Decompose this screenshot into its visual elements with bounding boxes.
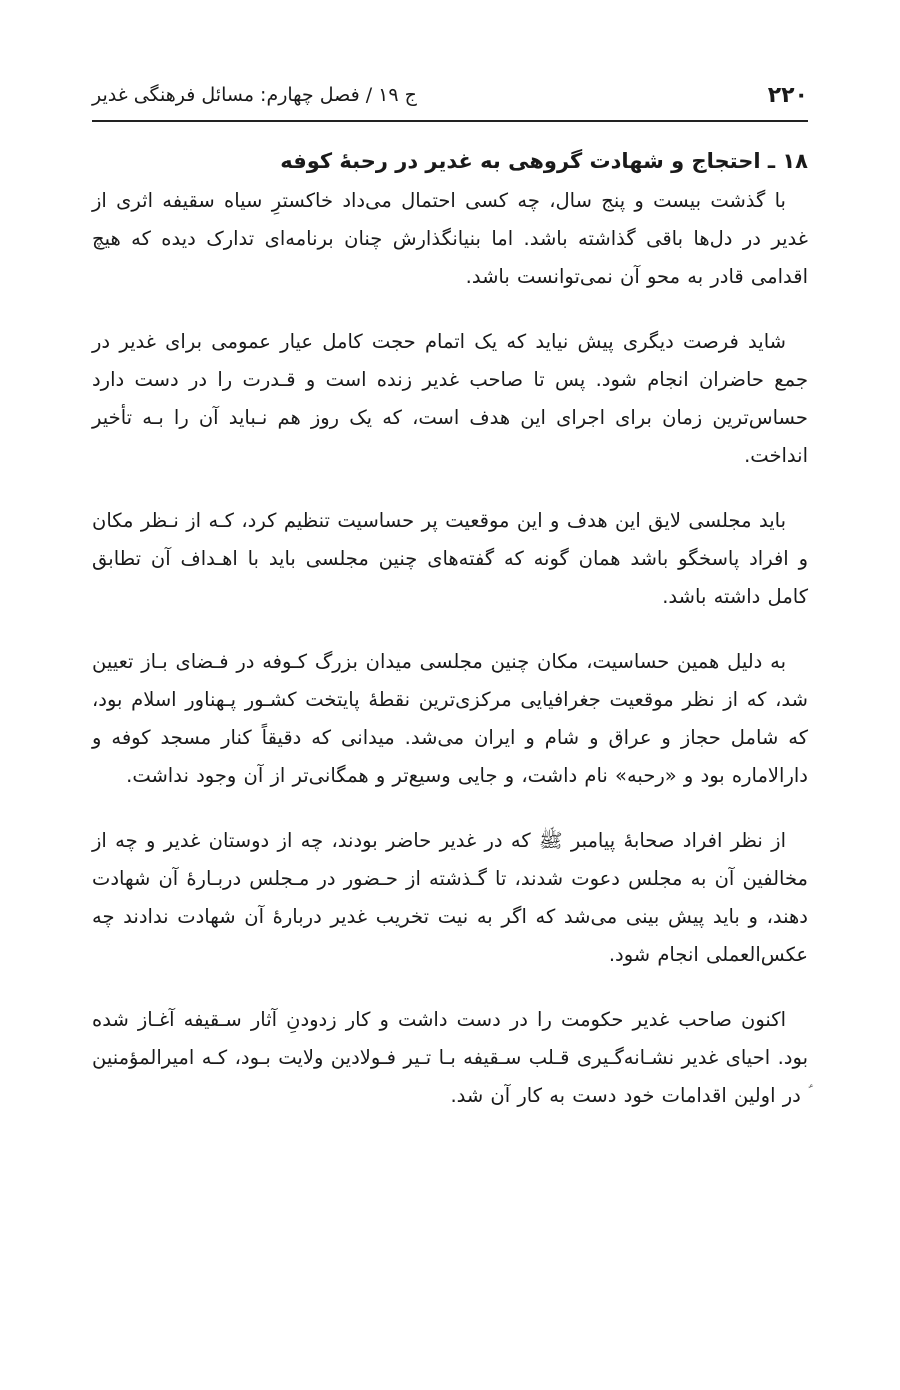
page-number: ۲۲۰ bbox=[767, 82, 808, 108]
header-rule bbox=[92, 120, 808, 122]
paragraph-3: باید مجلسی لایق این هدف و این موقعیت پر حساسیت تنظیم کرد، کـه از نـظر مکان و افراد پاسخگو باشد همان گونه که گفته‌های چنین مجلسی باید با اهـداف آن تطابق کامل داشته باشد. bbox=[92, 509, 808, 608]
paragraph-1: با گذشت بیست و پنج سال، چه کسی احتمال می‌داد خاکسترِ سیاه سقیفه اثری از غدیر در دل‌ها باقی گذاشته باشد. اما بنیانگذارش چنان برنامه‌ای تدارک دیده که هیچ اقدامی قادر به محو آن نمی‌توانست باشد. bbox=[92, 189, 808, 288]
running-head bbox=[92, 72, 808, 118]
paragraph-6: اکنون صاحب غدیر حکومت را در دست داشت و کار زدودنِ آثار سـقیفه آغـاز شده بود. احیای غدیر نشـانه‌گـیری قـلب سـقیفه بـا تـیر فـولادین ولایت بـود، کـه امیرالمؤمنین ؑ در اولین اقدامات خود دست به کار آن شد. bbox=[92, 1008, 808, 1107]
paragraph-5: از نظر افراد صحابۀ پیامبر ﷺ که در غدیر حاضر بودند، چه از دوستان غدیر و چه از مخالفین آن به مجلس دعوت شدند، تا گـذشته از حـضور در مـجلس دربـارۀ آن شهادت دهند، و باید پیش بینی می‌شد که اگر به نیت تخریب غدیر دربارۀ آن شهادت ندادند چه عکس‌العملی انجام شود. bbox=[92, 829, 808, 966]
paragraph-4: به دلیل همین حساسیت، مکان چنین مجلسی میدان بزرگ کـوفه در فـضای بـاز تعیین شد، که از نظر موقعیت جغرافیایی مرکزی‌ترین نقطۀ پایتخت کشـور پـهناور اسلام بود، که شامل حجاز و عراق و شام و ایران می‌شد. میدانی که دقیقاً کنار مسجد کوفه و دارالاماره بود و «رحبه» نام داشت، و جایی وسیع‌تر و همگانی‌تر از آن وجود نداشت. bbox=[92, 650, 808, 787]
page-content bbox=[92, 142, 808, 1142]
section-heading: ۱۸ ـ احتجاج و شهادت گروهی به غدیر در رحبۀ کوفه bbox=[280, 149, 808, 173]
paragraph-2: شاید فرصت دیگری پیش نیاید که یک اتمام حجت کامل عیار عمومی برای غدیر در جمع حاضران انجام شود. پس تا صاحب غدیر زنده است و قـدرت را در دست دارد حساس‌ترین زمان برای اجرای این هدف است، که یک روز هم نـباید آن را بـه تأخیر انداخت. bbox=[92, 330, 808, 467]
running-title: ج ۱۹ / فصل چهارم: مسائل فرهنگی غدیر bbox=[92, 84, 417, 106]
